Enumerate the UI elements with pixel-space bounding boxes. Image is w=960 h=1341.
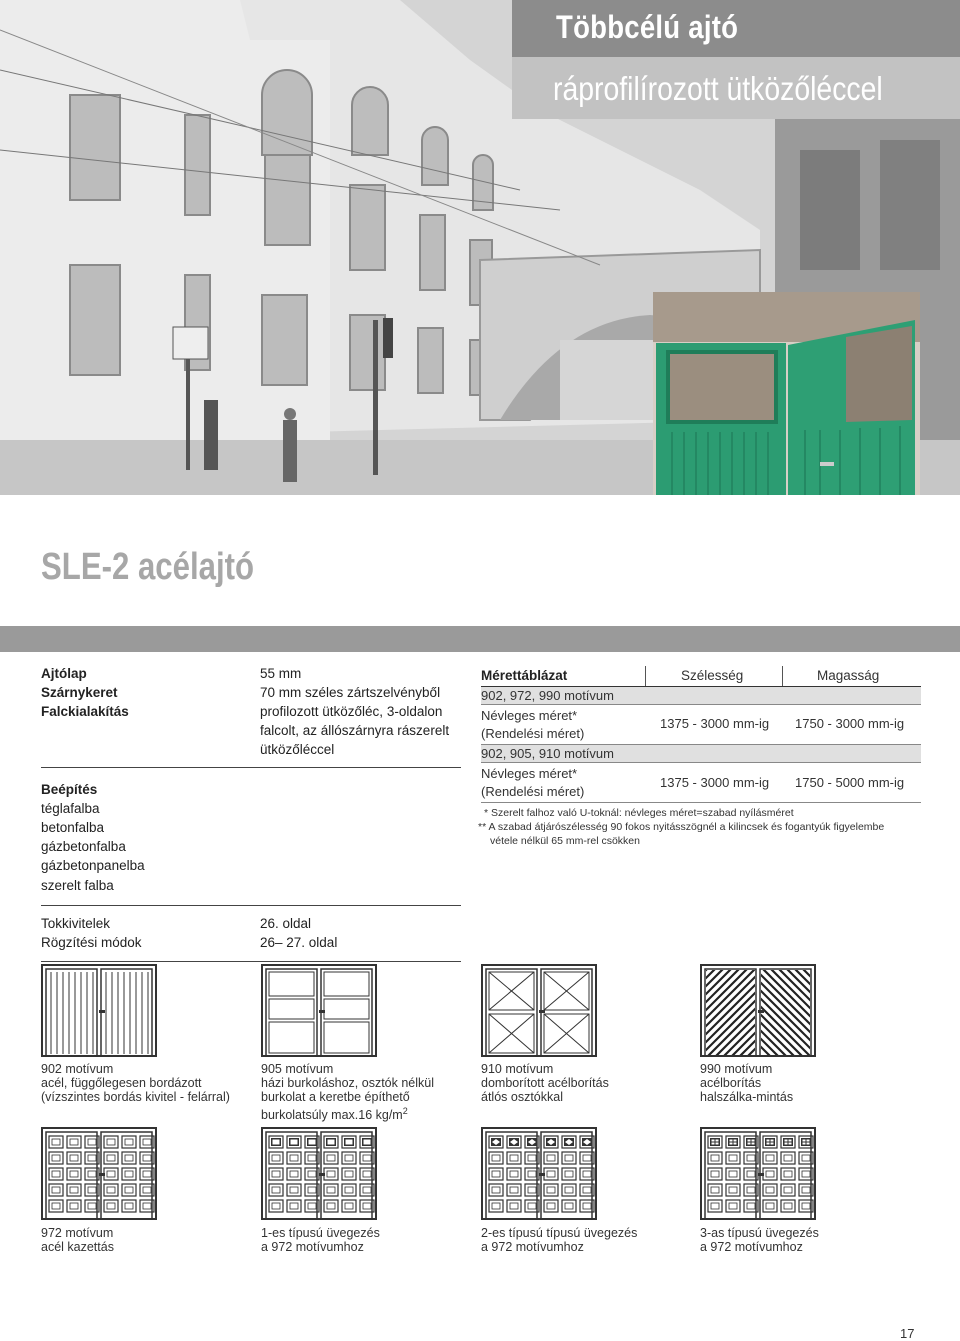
caption-905: 905 motívum házi burkoláshoz, osztók nélkül burkolat a keretbe építhető burkolatsúly max.16 $kg/m^2$ (261, 1062, 435, 1123)
meret-group2-motif: 902, 905, 910 motívum (481, 746, 614, 761)
meret-footnote-2b: vétele nélkül 65 mm-rel csökken (490, 835, 640, 847)
door-910-icon (481, 964, 597, 1063)
beepites-item: szerelt falba (41, 878, 114, 893)
meret-group2-label2: (Rendelési méret) (481, 784, 585, 799)
meret-line (481, 704, 921, 705)
door-990-icon (700, 964, 816, 1063)
meret-group1-height: 1750 - 3000 mm-ig (795, 716, 905, 731)
rogzitesi-value: 26– 27. oldal (260, 935, 338, 950)
tokkivitelek-value: 26. oldal (260, 916, 312, 931)
meret-line (481, 802, 921, 803)
product-title: SLE-2 acélajtó (41, 546, 255, 588)
beepites-item: téglafalba (41, 801, 100, 816)
meret-group2-width: 1375 - 3000 mm-ig (660, 775, 770, 790)
caption-glazing-1: 1-es típusú üvegezés a 972 motívumhoz (261, 1226, 380, 1254)
meret-header-sep-2 (782, 666, 783, 686)
section-divider-bar (0, 626, 960, 652)
meret-group2-label1: Névleges méret* (481, 766, 578, 781)
ajtolap-label: Ajtólap (41, 666, 87, 681)
beepites-item: betonfalba (41, 820, 105, 835)
spec-divider-3 (41, 961, 461, 962)
door-905-icon (261, 964, 377, 1063)
door-902-icon (41, 964, 157, 1063)
falck-line-1: profilozott ütközőléc, 3-oldalon (260, 704, 443, 719)
door-972-icon (41, 1127, 157, 1226)
page-number: 17 (900, 1326, 915, 1341)
door-glazing-type1-icon (261, 1127, 377, 1226)
meret-col-width: Szélesség (681, 668, 744, 683)
page-subtitle: ráprofilírozott ütközőléccel (553, 70, 883, 107)
meret-group2-height: 1750 - 5000 mm-ig (795, 775, 905, 790)
meret-footnote-2a: ** A szabad átjárószélesség 90 fokos nyitásszögnél a kilincsek és fogantyúk figyelembe (478, 821, 885, 833)
tokkivitelek-label: Tokkivitelek (41, 916, 111, 931)
caption-990: 990 motívum acélborítás halszálka-mintás (700, 1062, 794, 1104)
caption-972: 972 motívum acél kazettás (41, 1226, 114, 1254)
meret-col-height: Magasság (817, 668, 880, 683)
caption-910: 910 motívum domborított acélborítás átlós osztókkal (481, 1062, 609, 1104)
meret-group1-width: 1375 - 3000 mm-ig (660, 716, 770, 731)
door-glazing-type3-icon (700, 1127, 816, 1226)
meret-footnote-1: * Szerelt falhoz való U-toknál: névleges méret=szabad nyílásméret (484, 807, 794, 819)
door-glazing-type2-icon (481, 1127, 597, 1226)
falckialakitas-label: Falckialakítás (41, 704, 129, 719)
ajtolap-value: 55 mm (260, 666, 302, 681)
meret-group1-label2: (Rendelési méret) (481, 726, 585, 741)
meret-line (481, 762, 921, 763)
meret-group1-motif: 902, 972, 990 motívum (481, 688, 614, 703)
meret-header-sep-1 (645, 666, 646, 686)
falck-line-3: ütközőléccel (260, 742, 335, 757)
falck-line-2: falcolt, az állószárnyra rászerelt (260, 723, 450, 738)
szarnykeret-label: Szárnykeret (41, 685, 118, 700)
beepites-label: Beépítés (41, 782, 98, 797)
meret-group1-label1: Névleges méret* (481, 708, 578, 723)
caption-glazing-2: 2-es típusú típusú üvegezés a 972 motívumhoz (481, 1226, 638, 1254)
page-title: Többcélú ajtó (556, 9, 739, 45)
spec-divider-1 (41, 767, 461, 768)
meret-table-title: Mérettáblázat (481, 668, 568, 683)
caption-902: 902 motívum acél, függőlegesen bordázott (vízszintes bordás kivitel - felárral) (41, 1062, 230, 1104)
beepites-item: gázbetonfalba (41, 839, 126, 854)
szarnykeret-value: 70 mm széles zártszelvényből (260, 685, 441, 700)
caption-glazing-3: 3-as típusú üvegezés a 972 motívumhoz (700, 1226, 819, 1254)
spec-divider-2 (41, 905, 461, 906)
beepites-item: gázbetonpanelba (41, 858, 145, 873)
rogzitesi-label: Rögzítési módok (41, 935, 142, 950)
